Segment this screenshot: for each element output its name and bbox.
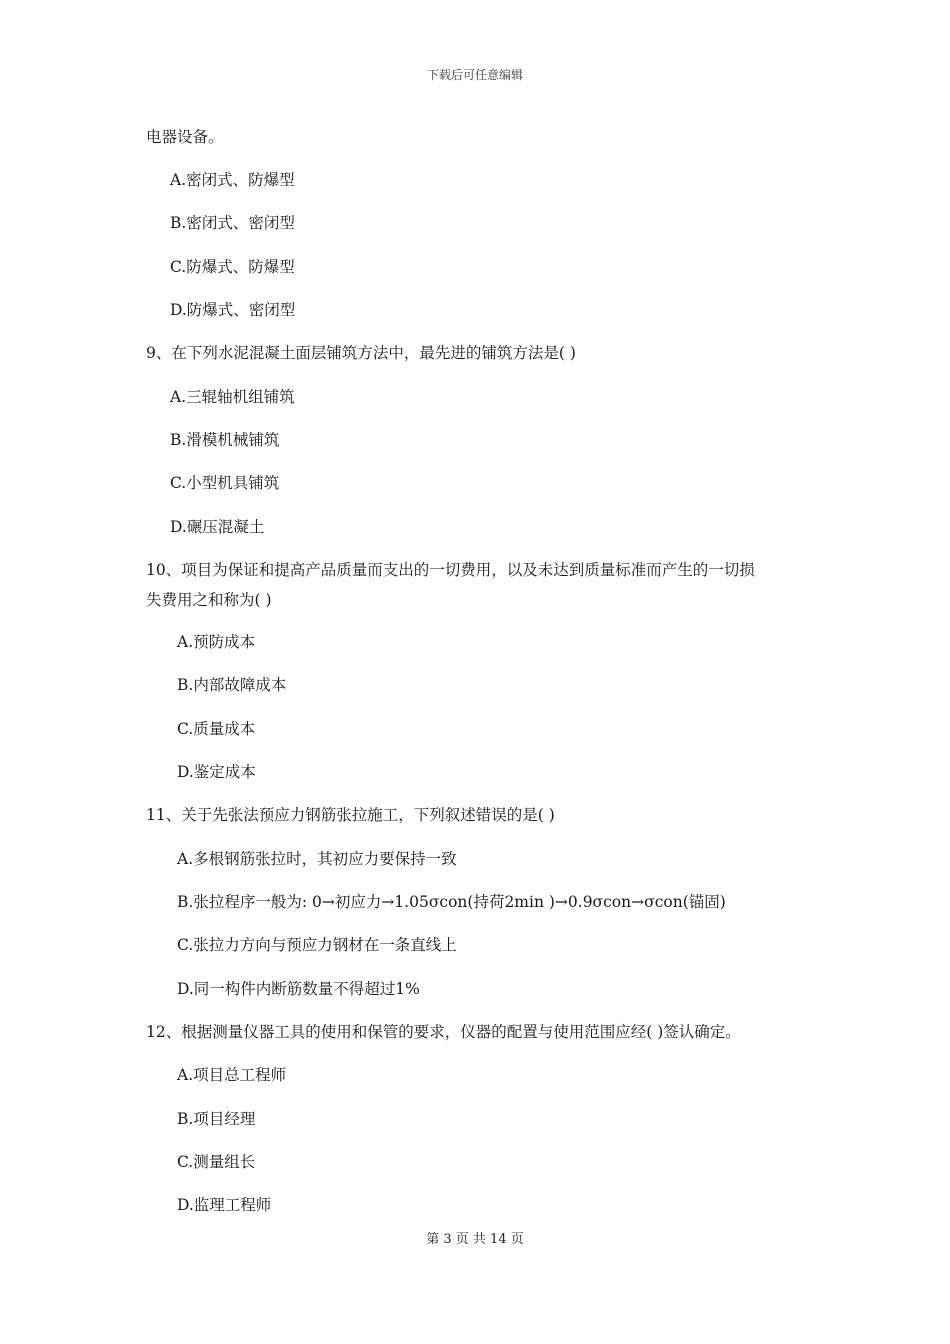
option-10b: B.内部故障成本: [177, 676, 287, 694]
option-12d: D.监理工程师: [177, 1196, 272, 1214]
option-12a: A.项目总工程师: [177, 1066, 287, 1084]
question-10-stem: 10、项目为保证和提高产品质量而支出的一切费用，以及未达到质量标准而产生的一切损: [146, 561, 755, 579]
option-10a: A.预防成本: [177, 633, 256, 651]
option-12c: C.测量组长: [177, 1153, 256, 1171]
question-9-stem: 9、在下列水泥混凝土面层铺筑方法中，最先进的铺筑方法是( ): [146, 344, 576, 362]
option-9c: C.小型机具铺筑: [170, 474, 280, 492]
question-continuation: 电器设备。: [146, 128, 224, 146]
option-11b: B.张拉程序一般为: 0→初应力→1.05σcon(持荷2min )→0.9σcon→σcon(锚固): [177, 893, 726, 911]
option-10c: C.质量成本: [177, 720, 256, 738]
option-8c: C.防爆式、防爆型: [170, 258, 295, 276]
option-8b: B.密闭式、密闭型: [170, 214, 295, 232]
page-header: 下载后可任意编辑: [426, 68, 523, 82]
question-12-stem: 12、根据测量仪器工具的使用和保管的要求，仪器的配置与使用范围应经( )签认确定。: [146, 1023, 741, 1041]
option-12b: B.项目经理: [177, 1110, 256, 1128]
option-11d: D.同一构件内断筋数量不得超过1%: [177, 980, 420, 998]
question-11-stem: 11、关于先张法预应力钢筋张拉施工，下列叙述错误的是( ): [146, 806, 555, 824]
option-8d: D.防爆式、密闭型: [170, 301, 296, 319]
option-9d: D.碾压混凝土: [170, 518, 265, 536]
option-8a: A.密闭式、防爆型: [170, 171, 295, 189]
option-10d: D.鉴定成本: [177, 763, 256, 781]
option-9a: A.三辊轴机组铺筑: [170, 388, 295, 406]
page-footer: 第 3 页 共 14 页: [426, 1232, 524, 1247]
option-11c: C.张拉力方向与预应力钢材在一条直线上: [177, 936, 457, 954]
question-10-stem-cont: 失费用之和称为( ): [146, 591, 272, 609]
option-9b: B.滑模机械铺筑: [170, 431, 280, 449]
option-11a: A.多根钢筋张拉时，其初应力要保持一致: [177, 850, 457, 868]
